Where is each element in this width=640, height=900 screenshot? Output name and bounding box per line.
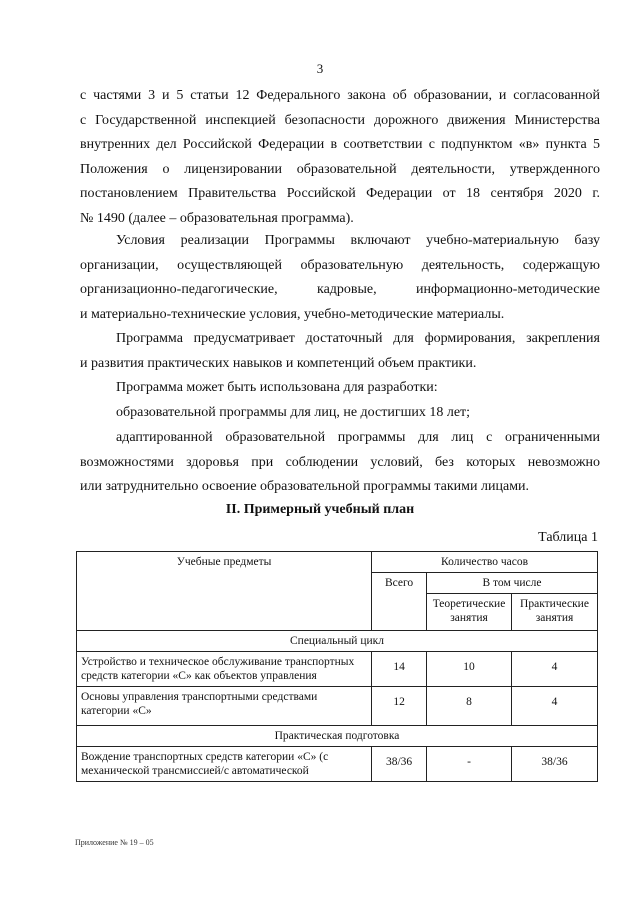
- text-line: и развития практических навыков и компетенций объем практики.: [80, 355, 477, 371]
- text-line: образовательной программы для лиц, не достигших 18 лет;: [116, 405, 471, 420]
- theory-cell: -: [427, 747, 512, 782]
- table-row: [77, 652, 598, 687]
- header-subjects: Учебные предметы: [77, 552, 372, 631]
- text-line: № 1490 (далее – образовательная программа).: [80, 210, 354, 226]
- text-line: Программа может быть использована для разработки:: [116, 380, 438, 395]
- text-line: адаптированной образовательной программы для лиц с ограниченными: [116, 430, 600, 445]
- text-line: Условия реализации Программы включают учебно-материальную базу: [116, 233, 600, 248]
- text-line: Положения о лицензировании образовательной деятельности, утвержденного: [80, 161, 600, 177]
- section-row-practical: Практическая подготовка: [77, 726, 598, 747]
- text-line: постановлением Правительства Российской Федерации от 18 сентября 2020 г.: [80, 186, 600, 201]
- header-hours: Количество часов: [372, 552, 598, 573]
- subject-cell: Устройство и техническое обслуживание транспортных средств категории «С» как объектов управления: [77, 652, 372, 687]
- total-cell: 14: [372, 652, 427, 687]
- paragraph-4: [80, 376, 600, 401]
- theory-cell: 8: [427, 687, 512, 726]
- header-including: В том числе: [427, 573, 598, 594]
- section-heading: II. Примерный учебный план: [225, 502, 415, 517]
- header-theory: Теоретические занятия: [427, 594, 512, 631]
- header-practice: Практические занятия: [512, 594, 598, 631]
- page-number: 3: [316, 61, 324, 76]
- practice-cell: 4: [512, 652, 598, 687]
- study-plan-table: [76, 551, 598, 782]
- text-line: внутренних дел Российской Федерации в соответствии с подпунктом «в» пункта 5: [80, 137, 600, 152]
- text-line: или затруднительно освоение образовательной программы такими лицами.: [80, 479, 530, 494]
- paragraph-2: [80, 229, 600, 327]
- paragraph-6: [80, 426, 600, 500]
- practice-cell: 4: [512, 687, 598, 726]
- table-row: [77, 747, 598, 782]
- subject-cell: Вождение транспортных средств категории «С» (с механической трансмиссией/с автоматической: [77, 747, 372, 782]
- text-line: и материально-технические условия, учебно-методические материалы.: [80, 306, 505, 322]
- paragraph-1: [80, 84, 600, 231]
- text-line: организации, осуществляющей образовательную деятельность, содержащую: [80, 257, 600, 273]
- theory-cell: 10: [427, 652, 512, 687]
- paragraph-3: [80, 327, 600, 376]
- table-row: [77, 687, 598, 726]
- text-line: Программа предусматривает достаточный для формирования, закрепления: [116, 331, 600, 346]
- text-line: организационно-педагогические, кадровые, информационно-методические: [80, 282, 600, 297]
- total-cell: 12: [372, 687, 427, 726]
- practice-cell: 38/36: [512, 747, 598, 782]
- subject-cell: Основы управления транспортными средствами категории «С»: [77, 687, 372, 726]
- header-total: Всего: [372, 573, 427, 631]
- table-caption: Таблица 1: [538, 530, 598, 545]
- text-line: с частями 3 и 5 статьи 12 Федерального закона об образовании, и согласованной: [80, 88, 600, 103]
- paragraph-5: [80, 401, 600, 426]
- total-cell: 38/36: [372, 747, 427, 782]
- text-line: возможностями здоровья при соблюдении условий, без которых невозможно: [80, 454, 600, 470]
- text-line: с Государственной инспекцией безопасности дорожного движения Министерства: [80, 112, 600, 128]
- section-row-special: Специальный цикл: [77, 631, 598, 652]
- footer-note: Приложение № 19 – 05: [75, 838, 154, 847]
